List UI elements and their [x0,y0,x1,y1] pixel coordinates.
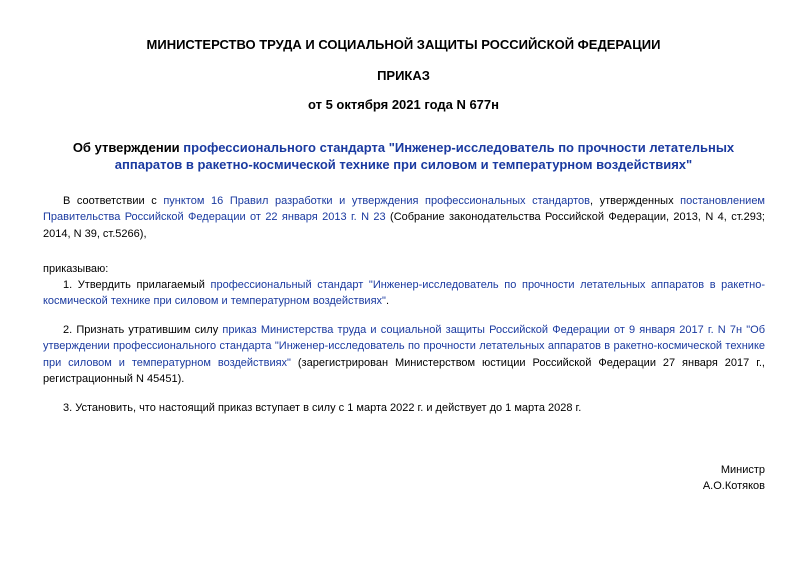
rules-point-16-link[interactable]: пунктом 16 Правил разработки и утверждения профессиональных стандартов [163,195,590,207]
order-item-3: 3. Установить, что настоящий приказ вступает в силу с 1 марта 2022 г. и действует до 1 марта 2028 г. [63,402,582,414]
preamble-text-3: (Собрание законодательства Российской Федерации, 2013, N 4, ст.293; 2014, N 39, ст.5266), [43,211,765,240]
item1-text-1: 1. Утвердить прилагаемый [63,279,211,291]
item1-text-2: . [385,295,389,308]
document-type: ПРИКАЗ [377,68,430,83]
title-standard-link[interactable]: профессионального стандарта "Инженер-исследователь по прочности летательных аппаратов в ракетно-космической технике при силовом и температурном воздействиях" [114,140,735,172]
item2-text-1: 2. Признать утратившим силу [63,324,223,336]
document-date-number: от 5 октября 2021 года N 677н [307,97,499,112]
signature-position: Министр [720,464,765,476]
order-item-2 [43,322,765,387]
order-word: приказываю: [43,263,109,275]
preamble-text-1: В соответствии с [63,195,164,207]
document-title [60,139,747,173]
title-prefix: Об утверждении [72,140,184,155]
signature-name: А.О.Котяков [702,480,765,492]
ministry-heading: МИНИСТЕРСТВО ТРУДА И СОЦИАЛЬНОЙ ЗАЩИТЫ РОССИЙСКОЙ ФЕДЕРАЦИИ [146,37,661,52]
preamble-text-2: , утвержденных [589,195,681,207]
item2-text-2: (зарегистрирован Министерством юстиции Российской Федерации 27 января 2017 г., регистрационный N 45451). [43,356,765,385]
government-resolution-link[interactable]: постановлением Правительства Российской Федерации от 22 января 2013 г. N 23 [43,195,765,224]
professional-standard-link[interactable]: профессиональный стандарт "Инженер-исследователь по прочности летательных аппаратов в ракетно-космической технике при силовом и температурном воздействиях" [43,279,766,308]
order-item-1 [43,277,765,310]
preamble-paragraph [43,193,765,242]
repealed-order-link[interactable]: приказ Министерства труда и социальной защиты Российской Федерации от 9 января 2017 г. N 7н "Об утверждении профессионального стандарта "Инженер-исследователь по прочности летательных аппаратов в ракетно-космической технике при силовом и температурном воздействиях" [43,324,765,369]
